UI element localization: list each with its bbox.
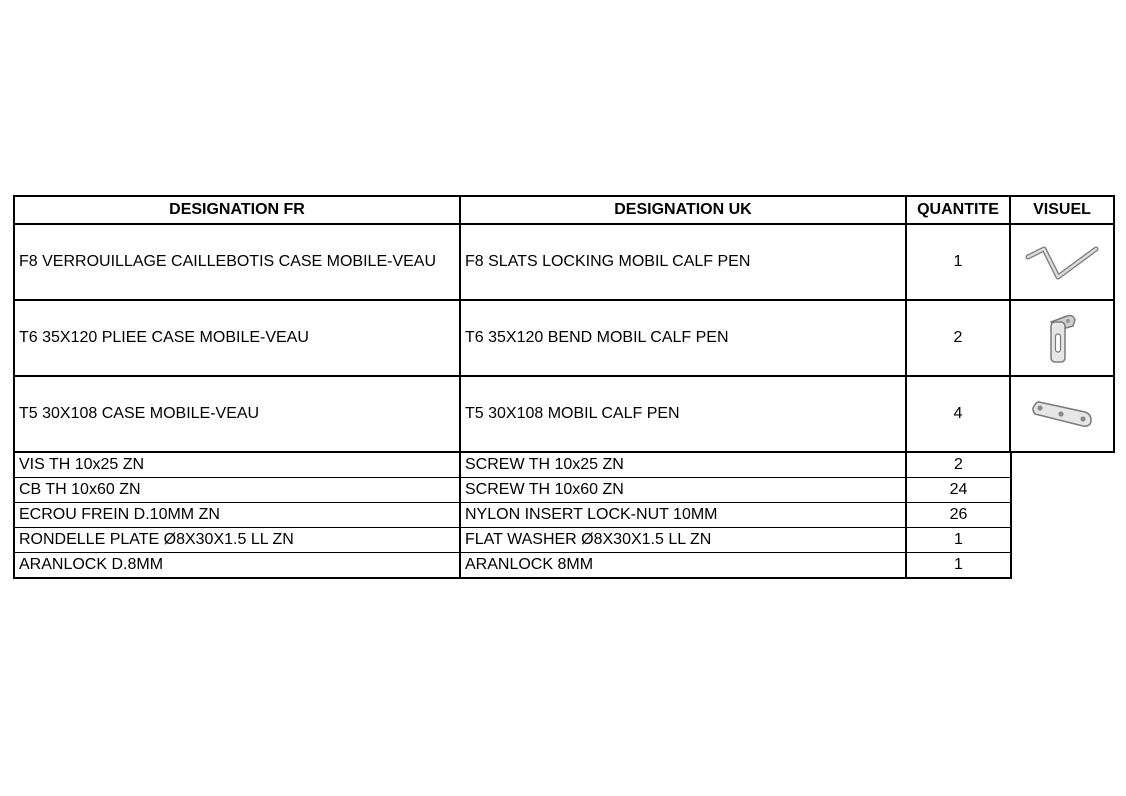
quantite-cell: 4: [906, 376, 1010, 452]
designation-fr-cell: F8 VERROUILLAGE CAILLEBOTIS CASE MOBILE-VEAU: [14, 224, 460, 300]
designation-uk-cell: NYLON INSERT LOCK-NUT 10MM: [460, 503, 906, 528]
parts-table: [13, 195, 1115, 453]
designation-fr-cell: T5 30X108 CASE MOBILE-VEAU: [14, 376, 460, 452]
quantite-cell: 2: [906, 452, 1011, 478]
quantite-cell: 1: [906, 528, 1011, 553]
designation-fr-cell: ECROU FREIN D.10MM ZN: [14, 503, 460, 528]
designation-uk-cell: FLAT WASHER Ø8X30X1.5 LL ZN: [460, 528, 906, 553]
quantite-cell: 26: [906, 503, 1011, 528]
table-row: [14, 478, 1011, 503]
hardware-table: [13, 451, 1012, 579]
visual-cell: [1010, 300, 1114, 376]
header-visuel: VISUEL: [1010, 196, 1114, 224]
table-row: [14, 503, 1011, 528]
header-quantite: QUANTITE: [906, 196, 1010, 224]
designation-fr-cell: CB TH 10x60 ZN: [14, 478, 460, 503]
flat-plate-icon: [1027, 394, 1097, 434]
header-row: [14, 196, 1114, 224]
table-row: [14, 553, 1011, 579]
table-row: [14, 452, 1011, 478]
table-row: [14, 300, 1114, 376]
table-row: [14, 224, 1114, 300]
parts-list-sheet: [13, 195, 1115, 579]
designation-uk-cell: F8 SLATS LOCKING MOBIL CALF PEN: [460, 224, 906, 300]
header-designation-uk: DESIGNATION UK: [460, 196, 906, 224]
designation-fr-cell: VIS TH 10x25 ZN: [14, 452, 460, 478]
designation-uk-cell: ARANLOCK 8MM: [460, 553, 906, 579]
visual-cell: [1010, 224, 1114, 300]
quantite-cell: 24: [906, 478, 1011, 503]
designation-uk-cell: SCREW TH 10x25 ZN: [460, 452, 906, 478]
designation-uk-cell: SCREW TH 10x60 ZN: [460, 478, 906, 503]
table-row: [14, 376, 1114, 452]
designation-fr-cell: T6 35X120 PLIEE CASE MOBILE-VEAU: [14, 300, 460, 376]
designation-fr-cell: ARANLOCK D.8MM: [14, 553, 460, 579]
designation-fr-cell: RONDELLE PLATE Ø8X30X1.5 LL ZN: [14, 528, 460, 553]
quantite-cell: 1: [906, 553, 1011, 579]
designation-uk-cell: T6 35X120 BEND MOBIL CALF PEN: [460, 300, 906, 376]
bent-rod-icon: [1022, 237, 1102, 287]
visual-cell: [1010, 376, 1114, 452]
quantite-cell: 1: [906, 224, 1010, 300]
designation-uk-cell: T5 30X108 MOBIL CALF PEN: [460, 376, 906, 452]
bent-bracket-icon: [1037, 308, 1087, 368]
table-row: [14, 528, 1011, 553]
header-designation-fr: DESIGNATION FR: [14, 196, 460, 224]
quantite-cell: 2: [906, 300, 1010, 376]
